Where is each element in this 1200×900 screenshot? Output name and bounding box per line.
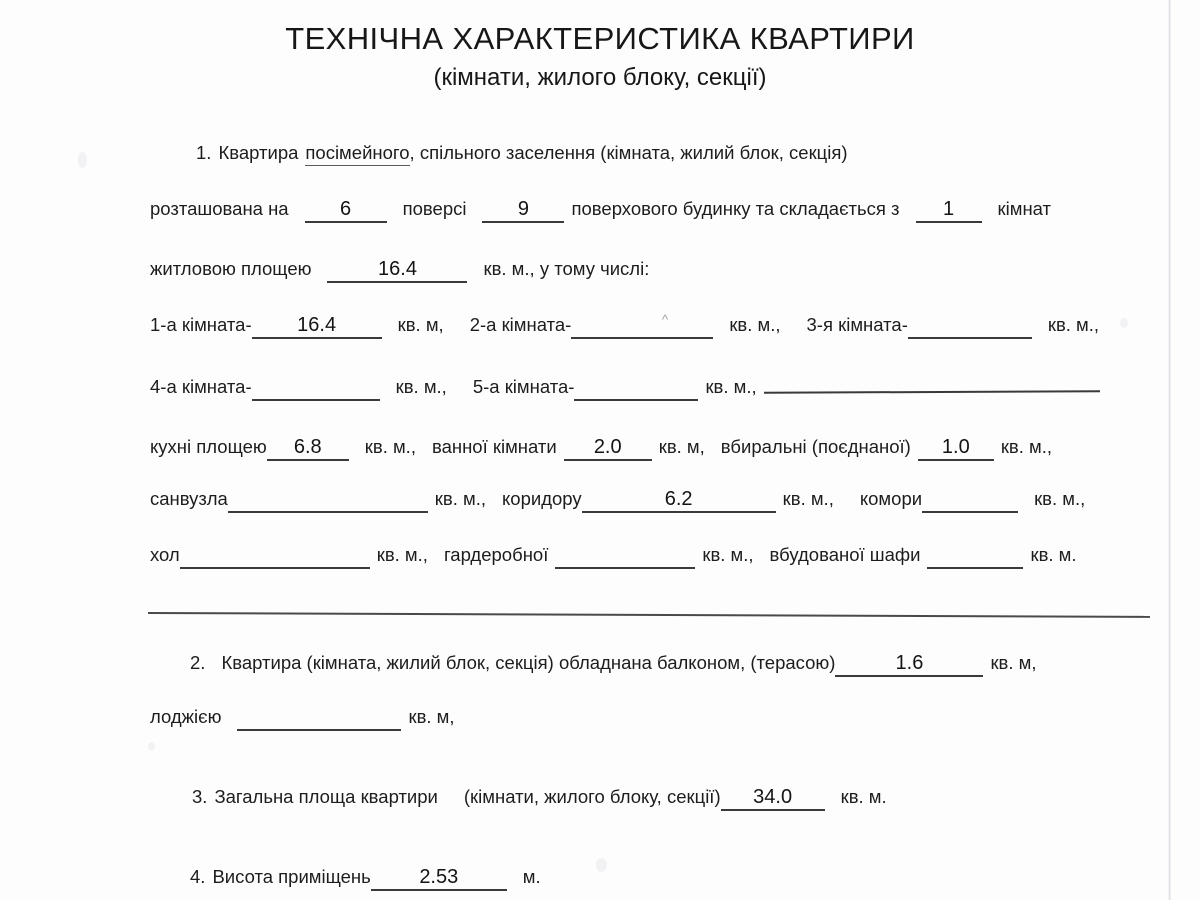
scan-speck bbox=[148, 742, 155, 751]
hall-field[interactable] bbox=[180, 545, 370, 569]
wardrobe-room-label: гардеробної bbox=[443, 544, 549, 565]
room-5-field[interactable] bbox=[574, 377, 698, 401]
clause-2-number: 2. bbox=[190, 652, 206, 673]
room-3-unit: кв. м., bbox=[1047, 314, 1100, 335]
document-header bbox=[0, 22, 1200, 91]
clause-3-line bbox=[192, 786, 887, 811]
clause-1-lead-word: Квартира bbox=[218, 142, 299, 163]
loggia-field[interactable] bbox=[237, 707, 401, 731]
building-floors-field[interactable]: 9 bbox=[482, 199, 564, 223]
corridor-unit: кв. м., bbox=[782, 488, 834, 509]
room-2-field[interactable] bbox=[571, 315, 713, 339]
page-edge-artifact bbox=[1168, 0, 1171, 900]
located-on-label: розташована на bbox=[150, 198, 289, 219]
ceiling-height-field[interactable]: 2.53 bbox=[371, 867, 507, 891]
floor-label: поверсі bbox=[402, 198, 467, 219]
toilet-field[interactable]: 1.0 bbox=[918, 437, 994, 461]
room-4-label: 4-а кімната- bbox=[150, 376, 252, 397]
bathroom-label: ванної кімнати bbox=[431, 436, 557, 457]
hall-label: хол bbox=[150, 544, 180, 565]
total-area-label: Загальна площа квартири bbox=[214, 786, 438, 807]
clause-4-number: 4. bbox=[190, 866, 206, 887]
bathroom-unit: кв. м, bbox=[658, 436, 705, 457]
room-4-field[interactable] bbox=[252, 377, 380, 401]
wardrobe-room-unit: кв. м., bbox=[702, 544, 754, 565]
rooms-line-1 bbox=[150, 314, 1099, 339]
floor-field[interactable]: 6 bbox=[305, 199, 387, 223]
ceiling-height-unit: м. bbox=[522, 866, 541, 887]
room-1-label: 1-а кімната- bbox=[150, 314, 252, 335]
built-in-closet-unit: кв. м. bbox=[1030, 544, 1077, 565]
rooms-count-field[interactable]: 1 bbox=[916, 199, 982, 223]
room-extra-blank-rule[interactable] bbox=[764, 389, 1100, 393]
kitchen-field[interactable]: 6.8 bbox=[267, 437, 349, 461]
clause-2-line bbox=[190, 652, 1037, 677]
room-3-field[interactable] bbox=[908, 315, 1032, 339]
built-in-closet-label: вбудованої шафи bbox=[769, 544, 921, 565]
kitchen-unit: кв. м., bbox=[364, 436, 416, 457]
clause-1-lead-rest: , спільного заселення (кімната, жилий блок, секція) bbox=[409, 142, 848, 163]
rooms-count-label: кімнат bbox=[997, 198, 1052, 219]
scan-speck bbox=[78, 152, 87, 168]
sanitary-unit-unit: кв. м., bbox=[434, 488, 486, 509]
premises-line-2 bbox=[150, 488, 1085, 513]
clause-1-lead-line bbox=[196, 142, 848, 166]
balcony-unit: кв. м, bbox=[990, 652, 1037, 673]
room-2-unit: кв. м., bbox=[729, 314, 781, 335]
clause-3-number: 3. bbox=[192, 786, 208, 807]
room-1-unit: кв. м, bbox=[397, 314, 444, 335]
wardrobe-room-field[interactable] bbox=[555, 545, 695, 569]
floor-line bbox=[150, 198, 1051, 223]
sanitary-unit-field[interactable] bbox=[228, 489, 428, 513]
loggia-label: лоджією bbox=[150, 706, 222, 727]
toilet-label: вбиральні (поєднаної) bbox=[720, 436, 911, 457]
clause-4-line bbox=[190, 866, 541, 891]
balcony-field[interactable]: 1.6 bbox=[835, 653, 983, 677]
occupancy-type-value[interactable]: посімейного bbox=[305, 142, 409, 166]
living-area-label: житловою площею bbox=[150, 258, 312, 279]
ceiling-height-label: Висота приміщень bbox=[212, 866, 371, 887]
bathroom-field[interactable]: 2.0 bbox=[564, 437, 652, 461]
loggia-line bbox=[150, 706, 455, 731]
room-1-field[interactable]: 16.4 bbox=[252, 315, 382, 339]
hall-unit: кв. м., bbox=[376, 544, 428, 565]
room-3-label: 3-я кімната- bbox=[806, 314, 908, 335]
living-area-line bbox=[150, 258, 649, 283]
total-area-unit: кв. м. bbox=[840, 786, 887, 807]
living-area-field[interactable]: 16.4 bbox=[327, 259, 467, 283]
room-5-label: 5-а кімната- bbox=[472, 376, 575, 397]
premises-line-1 bbox=[150, 436, 1052, 461]
scan-speck bbox=[596, 858, 607, 872]
document-title: ТЕХНІЧНА ХАРАКТЕРИСТИКА КВАРТИРИ bbox=[285, 21, 915, 56]
toilet-unit: кв. м., bbox=[1000, 436, 1053, 457]
room-4-unit: кв. м., bbox=[395, 376, 447, 397]
living-area-suffix: кв. м., у тому числі: bbox=[483, 258, 650, 279]
loggia-unit: кв. м, bbox=[408, 706, 455, 727]
room-5-unit: кв. м., bbox=[705, 376, 757, 397]
scan-speck bbox=[1120, 318, 1128, 328]
pantry-unit: кв. м., bbox=[1034, 488, 1086, 509]
section-separator bbox=[148, 612, 1150, 618]
pantry-label: комори bbox=[859, 488, 923, 509]
scan-caret-mark: ^ bbox=[662, 312, 669, 327]
corridor-field[interactable]: 6.2 bbox=[582, 489, 776, 513]
total-area-label-paren: (кімнати, жилого блоку, секції) bbox=[463, 786, 721, 807]
premises-line-3 bbox=[150, 544, 1077, 569]
total-area-field[interactable]: 34.0 bbox=[721, 787, 825, 811]
sanitary-unit-label: санвузла bbox=[150, 488, 228, 509]
clause-2-text: Квартира (кімната, жилий блок, секція) обладнана балконом, (терасою) bbox=[221, 652, 836, 673]
corridor-label: коридору bbox=[502, 488, 582, 509]
built-in-closet-field[interactable] bbox=[927, 545, 1023, 569]
clause-1-number: 1. bbox=[196, 142, 212, 163]
document-subtitle: (кімнати, жилого блоку, секції) bbox=[433, 63, 767, 91]
kitchen-label: кухні площею bbox=[150, 436, 267, 457]
pantry-field[interactable] bbox=[922, 489, 1018, 513]
building-label: поверхового будинку та складається з bbox=[571, 198, 900, 219]
rooms-line-2 bbox=[150, 376, 1100, 401]
room-2-label: 2-а кімната- bbox=[469, 314, 572, 335]
